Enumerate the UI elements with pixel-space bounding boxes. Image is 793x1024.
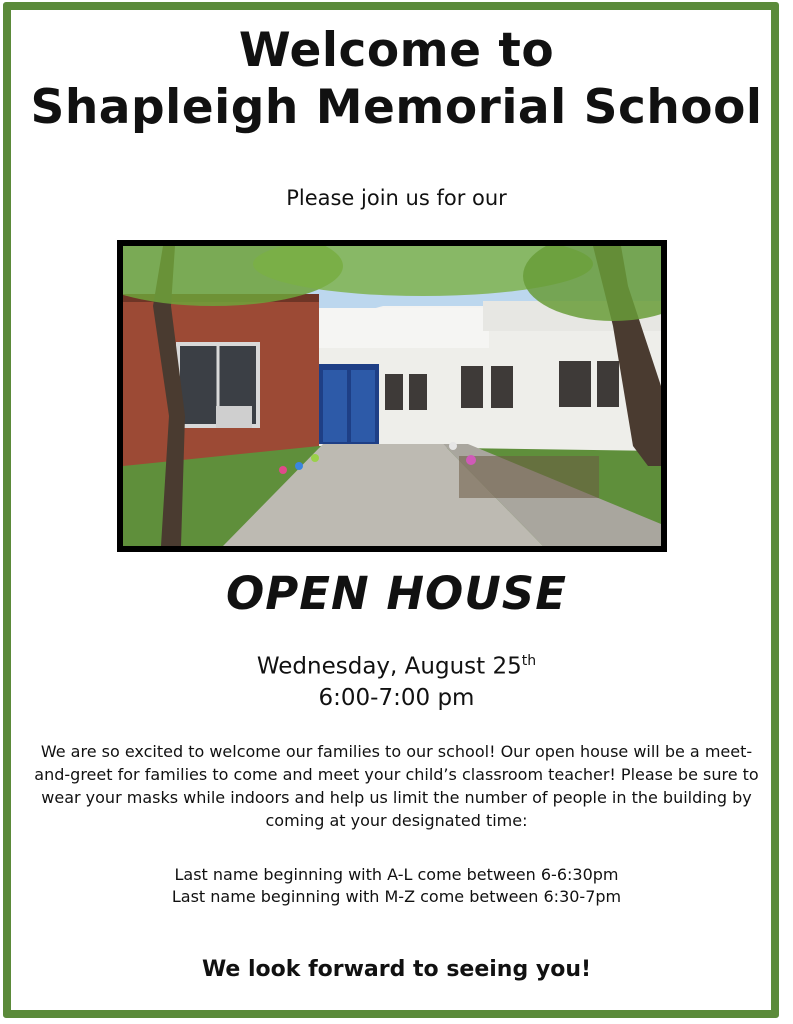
event-date-time — [0, 646, 793, 714]
schedule-item: Last name beginning with A-L come between 6-6:30pm — [174, 865, 619, 884]
schedule-item: Last name beginning with M-Z come between 6:30-7pm — [171, 887, 622, 906]
event-time: 6:00-7:00 pm — [318, 684, 475, 711]
closing-line: We look forward to seeing you! — [201, 957, 592, 982]
welcome-paragraph: We are so excited to welcome our families to our school! Our open house will be a meet-and-greet for families to come and meet your child’s classroom teacher! Please be sure to wear your masks while indoors and help us limit the number of people in the building by coming at your designated time: — [34, 742, 759, 830]
arrival-schedule — [0, 864, 793, 908]
intro-text: Please join us for our — [286, 186, 507, 210]
open-house-heading: OPEN HOUSE — [226, 567, 567, 620]
flyer-title — [0, 22, 793, 136]
school-photo — [117, 240, 667, 552]
school-building-image — [123, 246, 661, 546]
title-line-2: Shapleigh Memorial School — [30, 80, 763, 135]
event-date-text: Wednesday, August 25 — [256, 653, 522, 680]
title-line-1: Welcome to — [238, 23, 555, 78]
event-date — [0, 646, 793, 683]
event-date-suffix: th — [521, 653, 537, 669]
